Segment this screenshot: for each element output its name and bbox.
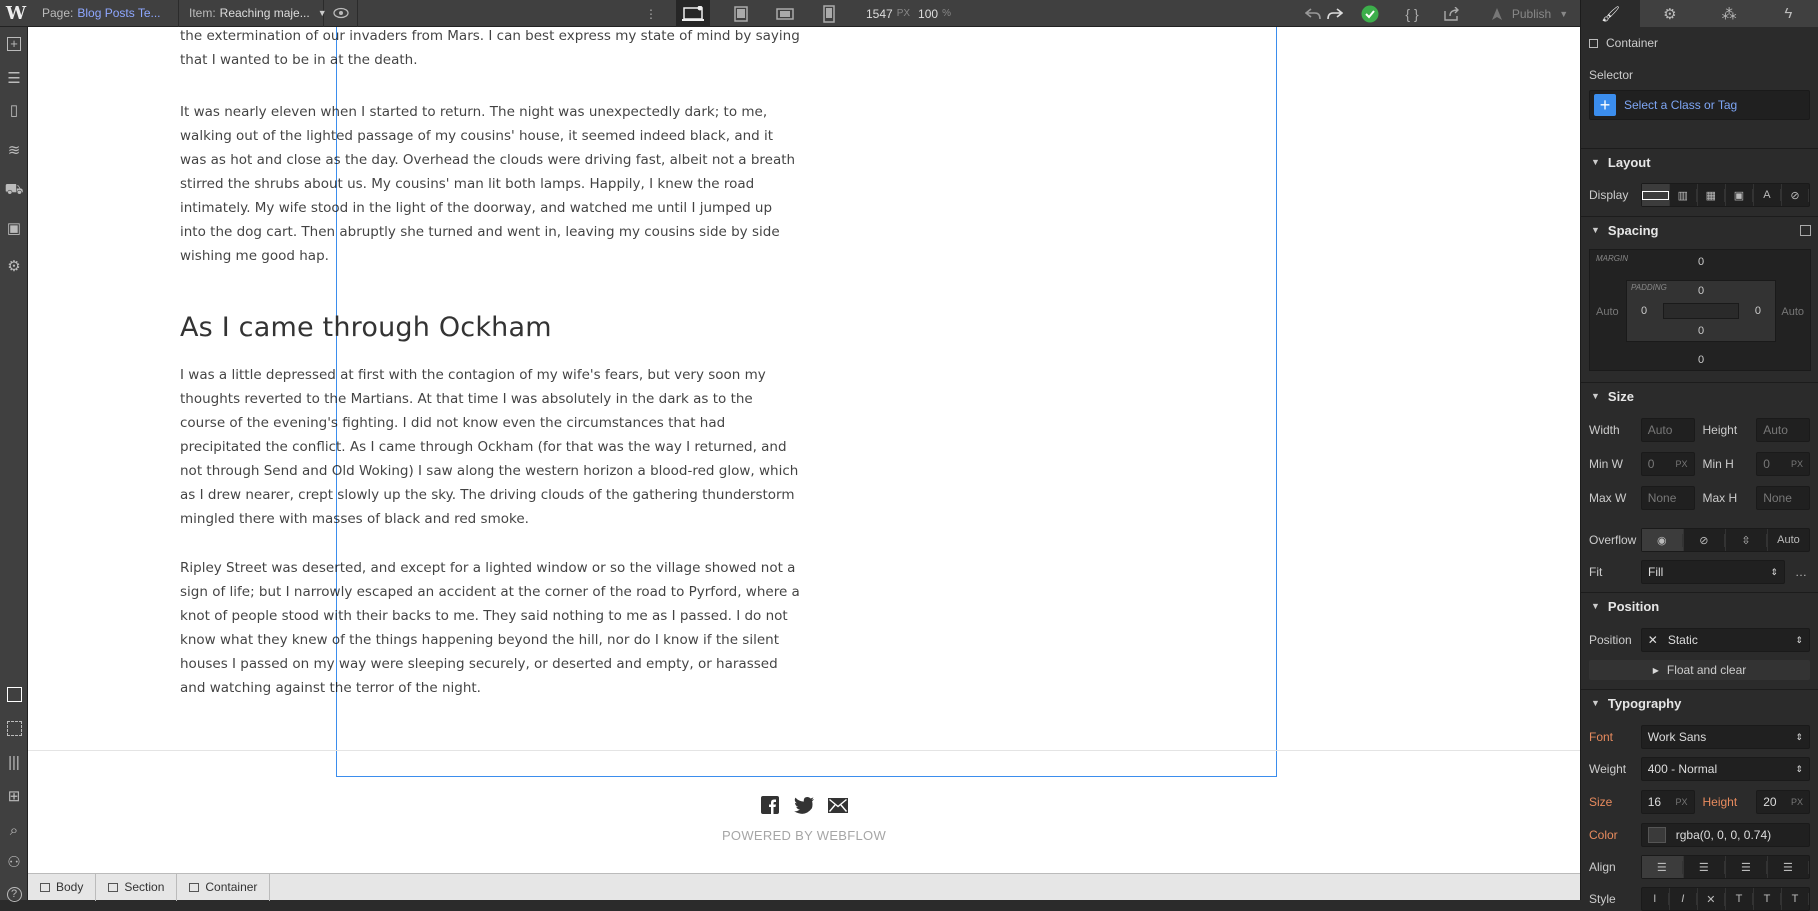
- undo-button[interactable]: [1302, 0, 1324, 27]
- inline-block-icon: ▣: [1726, 189, 1753, 202]
- plus-box-icon: +: [7, 37, 21, 51]
- checkmark-circle-icon: [1361, 5, 1379, 23]
- float-and-clear-toggle[interactable]: [1589, 660, 1810, 680]
- padding-right[interactable]: 0: [1754, 305, 1761, 317]
- add-panel-button[interactable]: [0, 31, 28, 57]
- caret-down-icon: ▼: [1591, 601, 1600, 611]
- fit-value: Fill: [1648, 565, 1664, 579]
- email-link[interactable]: [828, 795, 848, 815]
- design-canvas[interactable]: [28, 27, 1580, 873]
- max-width-input[interactable]: [1641, 486, 1695, 510]
- tablet-icon: [733, 6, 749, 22]
- max-width-label: Max W: [1589, 491, 1627, 505]
- min-width-value: 0: [1647, 457, 1655, 471]
- navigator-button[interactable]: [0, 65, 28, 91]
- dashed-select-icon: [7, 721, 22, 736]
- min-width-input[interactable]: [1641, 452, 1695, 476]
- underline-button[interactable]: [1754, 888, 1782, 910]
- weight-value: 400 - Normal: [1647, 762, 1718, 776]
- overline-button[interactable]: [1782, 888, 1809, 910]
- font-size-input[interactable]: [1641, 790, 1695, 814]
- align-label: Align: [1589, 860, 1616, 874]
- tab-style-manager[interactable]: [1700, 0, 1759, 27]
- padding-bottom[interactable]: 0: [1697, 325, 1705, 337]
- line-height-input[interactable]: [1756, 790, 1810, 814]
- undo-icon: [1305, 8, 1321, 20]
- paintbrush-icon: 🖌︎: [1601, 5, 1621, 23]
- cart-icon: ⛟: [4, 180, 24, 198]
- align-row: [1589, 855, 1810, 879]
- plus-icon: +: [1594, 94, 1616, 116]
- item-label: Item:: [189, 6, 216, 20]
- twitter-link[interactable]: [794, 795, 814, 815]
- help-button[interactable]: [0, 881, 28, 907]
- align-center-button[interactable]: [1684, 856, 1726, 878]
- share-icon: [1444, 7, 1460, 21]
- overflow-visible-button[interactable]: [1642, 529, 1684, 551]
- section-title: Typography: [1607, 695, 1682, 711]
- spacing-section-header[interactable]: [1581, 216, 1818, 243]
- style-options: [1641, 887, 1810, 911]
- item-selector[interactable]: [179, 0, 327, 27]
- margin-right[interactable]: Auto: [1781, 306, 1804, 318]
- fit-select[interactable]: [1641, 560, 1785, 584]
- position-value: Static: [1667, 633, 1698, 647]
- rocket-icon: [1490, 7, 1504, 21]
- style-label: Style: [1589, 892, 1616, 906]
- layout-icon: ⊞: [7, 788, 21, 805]
- typography-section-header[interactable]: [1581, 689, 1818, 716]
- layout-button[interactable]: [0, 783, 28, 809]
- min-height-value: 0: [1763, 457, 1770, 471]
- container-icon: [1589, 39, 1598, 48]
- font-select[interactable]: [1641, 725, 1810, 749]
- overflow-row: [1589, 528, 1810, 552]
- italic-icon: I: [1670, 893, 1697, 905]
- weight-select[interactable]: [1641, 757, 1810, 781]
- overflow-hidden-button[interactable]: [1684, 529, 1726, 551]
- selector-placeholder: Select a Class or Tag: [1624, 98, 1738, 112]
- element-name: Container: [1606, 36, 1659, 50]
- overflow-auto-button[interactable]: Auto: [1777, 534, 1800, 546]
- container-icon: [189, 883, 199, 892]
- selector-label: Selector: [1589, 68, 1634, 82]
- min-height-unit: PX: [1790, 459, 1803, 469]
- display-options: [1641, 183, 1810, 207]
- section-title: Position: [1607, 598, 1660, 614]
- content-box: [1663, 303, 1739, 319]
- close-icon: ✕: [1698, 893, 1725, 906]
- min-height-label: Min H: [1702, 457, 1734, 471]
- decoration-none-button[interactable]: [1698, 888, 1726, 910]
- facebook-link[interactable]: [760, 795, 780, 815]
- paragraph-text: the extermination of our invaders from Mars. I can best express my state of mind by saying that I wanted to be in at the death.: [180, 28, 800, 68]
- canvas-zoom[interactable]: 100: [918, 6, 939, 21]
- display-none-button[interactable]: [1782, 184, 1809, 206]
- style-panel: [1580, 0, 1818, 906]
- fit-row: [1589, 560, 1810, 584]
- color-row: [1589, 823, 1810, 847]
- margin-bottom[interactable]: 0: [1697, 354, 1705, 366]
- position-row: [1589, 628, 1810, 652]
- top-toolbar: [0, 0, 1818, 27]
- eye-icon: ◉: [1642, 534, 1683, 547]
- display-block-button[interactable]: [1642, 184, 1670, 206]
- facebook-icon: [761, 796, 779, 814]
- max-height-value: None: [1763, 491, 1792, 505]
- flex-icon: ▥: [1670, 189, 1697, 202]
- community-button[interactable]: [0, 849, 28, 875]
- help-icon: ?: [7, 887, 22, 902]
- section-title: Layout: [1607, 154, 1651, 170]
- paragraph-text: It was nearly eleven when I started to return. The night was unexpectedly dark; to me, walking out of the lighted passage of my cousins' house, it seemed indeed black, and it was as hot and close as the day. Overhead the clouds were driving fast, albeit not a breath stirred the shrubs about us. My cousins' man lit both lamps. Happily, I knew the road intimately. My wife stood in the light of the doorway, and watched me until I jumped up into the dog cart. Then abruptly she turned and went in, leaving my cousins side by side wishing me good hap.: [180, 104, 796, 264]
- paragraph-0[interactable]: [180, 27, 800, 72]
- font-size-unit: PX: [1675, 797, 1688, 807]
- select-arrows-icon: ⇕: [1770, 566, 1778, 577]
- database-icon: ≋: [7, 142, 21, 159]
- navigator-icon: ☰: [7, 70, 21, 87]
- color-input[interactable]: [1641, 823, 1810, 847]
- twitter-icon: [794, 797, 814, 814]
- redo-icon: [1327, 8, 1343, 20]
- display-inline-block-button[interactable]: [1726, 184, 1754, 206]
- save-status[interactable]: [1360, 0, 1380, 27]
- font-row: [1589, 725, 1810, 749]
- color-value: rgba(0, 0, 0, 0.74): [1675, 828, 1772, 842]
- padding-top[interactable]: 0: [1697, 285, 1705, 297]
- chevron-down-icon: ▼: [317, 8, 327, 18]
- breadcrumb-container[interactable]: [177, 874, 270, 901]
- width-input[interactable]: [1641, 418, 1695, 442]
- max-height-label: Max H: [1702, 491, 1738, 505]
- strikethrough-icon: T: [1726, 893, 1753, 905]
- breadcrumb-label: Body: [56, 880, 84, 894]
- min-size-row: [1589, 452, 1810, 476]
- font-size-value: 16: [1647, 795, 1662, 809]
- overline-icon: T: [1782, 893, 1809, 905]
- tab-style[interactable]: [1581, 0, 1640, 27]
- style-row: [1589, 887, 1810, 911]
- ecommerce-button[interactable]: [0, 177, 28, 203]
- min-height-input[interactable]: [1756, 452, 1810, 476]
- section-title: Size: [1607, 388, 1634, 404]
- overflow-options: [1641, 528, 1810, 552]
- gear-icon: ⚙: [7, 258, 21, 275]
- panel-tabs: [1581, 0, 1818, 27]
- width-value: Auto: [1647, 423, 1673, 437]
- section-icon: [108, 883, 118, 892]
- align-justify-button[interactable]: [1768, 856, 1809, 878]
- size-height-row: [1589, 790, 1810, 814]
- margin-label: MARGIN: [1596, 254, 1628, 263]
- canvas-dimensions: [866, 0, 959, 27]
- eye-slash-icon: ⊘: [1782, 189, 1809, 202]
- block-icon: [1642, 191, 1669, 200]
- mobile-landscape-icon: [776, 8, 794, 20]
- display-inline-button[interactable]: [1754, 184, 1782, 206]
- fit-label: Fit: [1589, 565, 1603, 579]
- eye-slash-icon: ⊘: [1684, 534, 1725, 547]
- drops-icon: ⁂: [1721, 5, 1737, 23]
- display-flex-button[interactable]: [1670, 184, 1698, 206]
- paragraph-text: I was a little depressed at first with the contagion of my wife's fears, but very soon my thoughts reverted to the Martians. At that time I was absolutely in the dark as to the course of the evening's fighting. I did not know even the circumstances that had precipitated the conflict. As I came through Ockham (for that was the way I returned, and not through Send and Old Woking) I saw along the western horizon a blood-red glow, which as I drew nearer, crept slowly up the sky. The driving clouds of the gathering thunderstorm mingled there with masses of black and red smoke.: [180, 367, 799, 527]
- footer-divider: [28, 750, 1580, 751]
- italic-off-icon: I: [1642, 893, 1669, 905]
- lightning-icon: ϟ: [1784, 5, 1793, 22]
- spacing-mode-icon[interactable]: [1800, 225, 1811, 236]
- paragraph-text: Ripley Street was deserted, and except for a lighted window or so the village showed not a sign of life; but I narrowly escaped an accident at the corner of the road to Pyrford, where a knot of people stood with their backs to me. They said nothing to me as I passed. I do not know what they knew of the things happening beyond the hill, nor do I know if the silent houses I passed on my way were sleeping securely, or deserted and empty, or harassed and watching against the terror of the night.: [180, 560, 800, 696]
- font-size-label: Size: [1589, 795, 1613, 809]
- margin-top[interactable]: 0: [1697, 256, 1705, 268]
- breadcrumb-label: Container: [205, 880, 258, 894]
- tablet-breakpoint-button[interactable]: [724, 0, 758, 27]
- breadcrumb-label: Section: [124, 880, 165, 894]
- mobile-landscape-button[interactable]: [768, 0, 802, 27]
- settings-button[interactable]: [0, 253, 28, 279]
- size-section-header[interactable]: [1581, 382, 1818, 409]
- grid-icon: ▦: [1698, 189, 1725, 202]
- margin-left[interactable]: Auto: [1596, 306, 1619, 318]
- overflow-scroll-button[interactable]: [1726, 529, 1768, 551]
- padding-box: [1626, 280, 1776, 342]
- align-left-button[interactable]: [1642, 856, 1684, 878]
- left-toolbar: [0, 27, 28, 900]
- align-right-icon: ☰: [1726, 861, 1767, 874]
- min-width-unit: PX: [1675, 459, 1688, 469]
- select-arrows-icon: ⇕: [1795, 634, 1803, 645]
- position-section-header[interactable]: [1581, 592, 1818, 619]
- eye-icon: [333, 7, 349, 19]
- users-icon: ⚇: [7, 854, 21, 871]
- select-mode-button[interactable]: [0, 681, 28, 707]
- assets-button[interactable]: [0, 215, 28, 241]
- padding-label: PADDING: [1631, 283, 1667, 292]
- pages-button[interactable]: [0, 97, 28, 123]
- align-center-icon: ☰: [1684, 861, 1725, 874]
- paragraph-3[interactable]: [180, 556, 800, 700]
- caret-down-icon: ▼: [1591, 225, 1600, 235]
- mobile-portrait-button[interactable]: [812, 0, 846, 27]
- tab-settings[interactable]: [1640, 0, 1699, 27]
- close-icon: ✕: [1647, 633, 1658, 647]
- cursor-select-icon: [7, 687, 22, 702]
- box-model-editor: [1589, 249, 1811, 371]
- grid-lines-icon: |||: [8, 753, 20, 771]
- item-value: Reaching maje...: [219, 6, 310, 20]
- webflow-logo-icon[interactable]: W: [5, 2, 27, 24]
- display-label: Display: [1589, 188, 1629, 202]
- width-unit: PX: [896, 8, 911, 19]
- display-row: [1589, 183, 1810, 207]
- powered-by-text[interactable]: POWERED BY WEBFLOW: [721, 828, 887, 843]
- position-select[interactable]: [1641, 628, 1810, 652]
- max-height-input[interactable]: [1756, 486, 1810, 510]
- line-height-value: 20: [1763, 795, 1777, 809]
- page-value: Blog Posts Te...: [77, 6, 161, 20]
- share-button[interactable]: [1440, 0, 1464, 27]
- preview-button[interactable]: [324, 0, 358, 27]
- breadcrumb: [28, 873, 1580, 900]
- chevron-down-icon: ▼: [1559, 8, 1569, 19]
- selector-row: [1589, 68, 1810, 82]
- caret-down-icon: ▼: [1591, 391, 1600, 401]
- page-label: Page:: [42, 6, 74, 20]
- scroll-icon: ⇳: [1726, 534, 1767, 547]
- body-icon: [40, 883, 50, 892]
- position-label: Position: [1589, 633, 1632, 647]
- images-icon: ▣: [6, 220, 22, 237]
- zoom-unit: %: [942, 8, 951, 19]
- height-label: Height: [1702, 423, 1738, 437]
- inline-text-icon: A: [1754, 189, 1781, 201]
- max-width-value: None: [1647, 491, 1677, 505]
- more-options-icon[interactable]: …: [1795, 565, 1807, 579]
- width-height-row: [1589, 418, 1810, 442]
- weight-label: Weight: [1589, 762, 1627, 776]
- display-grid-button[interactable]: [1698, 184, 1726, 206]
- select-arrows-icon: ⇕: [1795, 763, 1803, 774]
- select-arrows-icon: ⇕: [1795, 731, 1803, 742]
- publish-button[interactable]: [1484, 0, 1574, 27]
- desktop-icon: [682, 6, 704, 22]
- page-selector[interactable]: [32, 0, 179, 27]
- search-icon: ⌕: [9, 821, 19, 839]
- redo-button[interactable]: [1324, 0, 1346, 27]
- code-icon: { }: [1405, 5, 1419, 22]
- width-label: Width: [1589, 423, 1620, 437]
- font-label: Font: [1589, 730, 1614, 744]
- font-value: Work Sans: [1647, 730, 1707, 744]
- mail-icon: [828, 798, 848, 813]
- pages-icon: ▯: [9, 102, 19, 119]
- align-left-icon: ☰: [1642, 861, 1683, 874]
- height-value: Auto: [1763, 423, 1788, 437]
- breadcrumb-body[interactable]: [28, 874, 96, 901]
- more-options-icon[interactable]: ⋮: [645, 6, 657, 21]
- gear-icon: ⚙: [1663, 5, 1677, 23]
- caret-right-icon: ▶: [1652, 665, 1659, 675]
- search-button[interactable]: [0, 817, 28, 843]
- preview-select-button[interactable]: [0, 715, 28, 741]
- align-options: [1641, 855, 1810, 879]
- padding-left[interactable]: 0: [1641, 305, 1648, 317]
- paragraph-2[interactable]: [180, 363, 800, 531]
- article-heading[interactable]: As I came through Ockham: [180, 312, 552, 343]
- weight-row: [1589, 757, 1810, 781]
- line-height-unit: PX: [1790, 797, 1803, 807]
- overflow-label: Overflow: [1589, 533, 1637, 547]
- section-title: Spacing: [1607, 222, 1659, 238]
- element-header: [1589, 36, 1810, 50]
- caret-down-icon: ▼: [1591, 157, 1600, 167]
- tab-interactions[interactable]: [1759, 0, 1818, 27]
- float-and-clear-label: Float and clear: [1666, 663, 1747, 677]
- grid-overlay-button[interactable]: [0, 749, 28, 775]
- strikethrough-button[interactable]: [1726, 888, 1754, 910]
- breadcrumb-section[interactable]: [96, 874, 177, 901]
- italic-on-button[interactable]: [1670, 888, 1698, 910]
- color-swatch[interactable]: [1648, 827, 1666, 843]
- code-export-button[interactable]: [1400, 0, 1424, 27]
- underline-icon: T: [1754, 893, 1781, 905]
- selector-field[interactable]: [1589, 90, 1810, 120]
- layout-section-header[interactable]: [1581, 148, 1818, 175]
- caret-down-icon: ▼: [1591, 698, 1600, 708]
- canvas-width[interactable]: 1547: [866, 6, 893, 21]
- paragraph-1[interactable]: [180, 100, 800, 268]
- height-input[interactable]: [1756, 418, 1810, 442]
- italic-off-button[interactable]: [1642, 888, 1670, 910]
- align-right-button[interactable]: [1726, 856, 1768, 878]
- publish-label: Publish: [1511, 6, 1552, 21]
- color-label: Color: [1589, 828, 1618, 842]
- line-height-label: Height: [1702, 795, 1738, 809]
- mobile-portrait-icon: [823, 5, 835, 23]
- align-justify-icon: ☰: [1768, 861, 1809, 874]
- cms-button[interactable]: [0, 137, 28, 163]
- desktop-breakpoint-button[interactable]: [676, 0, 710, 27]
- max-size-row: [1589, 486, 1810, 510]
- min-width-label: Min W: [1589, 457, 1623, 471]
